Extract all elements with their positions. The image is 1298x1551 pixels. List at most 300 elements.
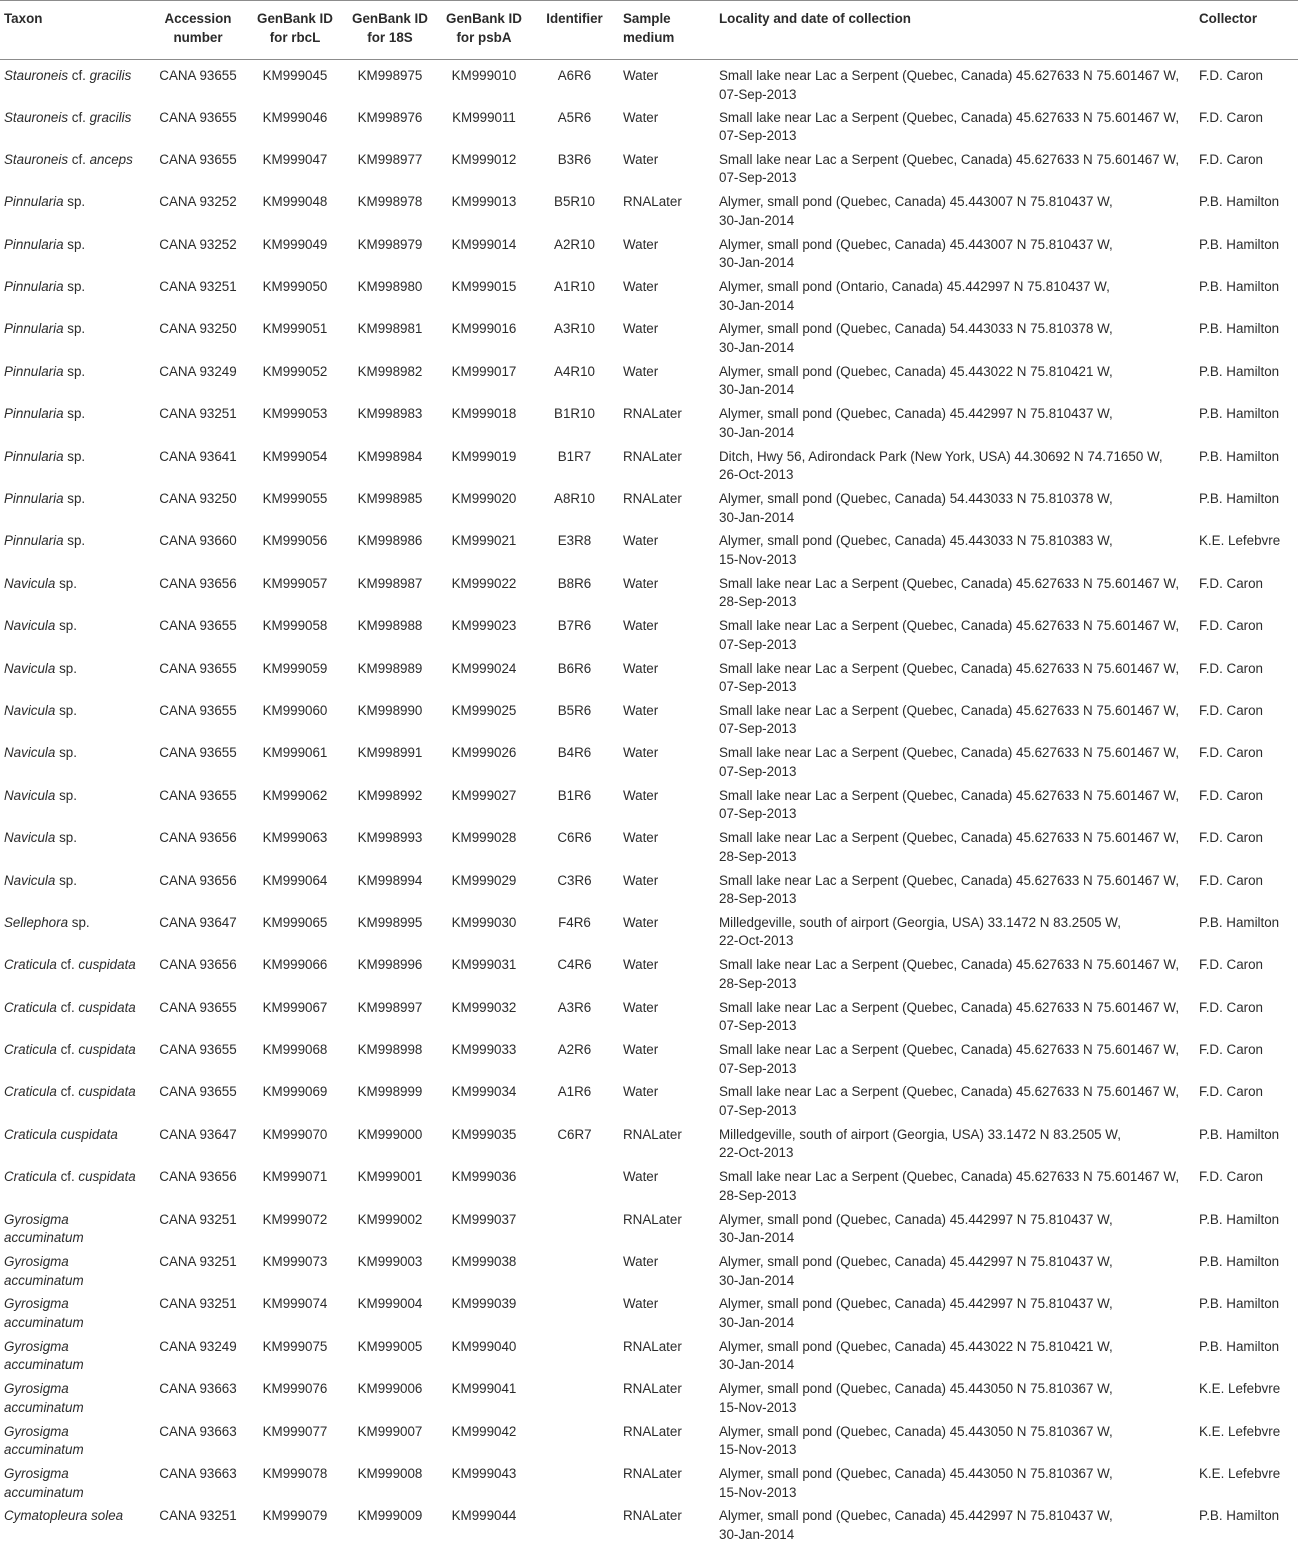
cell-taxon <box>0 827 148 869</box>
cell-collector: K.E. Lefebvre <box>1199 1381 1281 1397</box>
cell-collector: P.B. Hamilton <box>1199 448 1280 464</box>
cell-rbcl: KM999061 <box>262 745 328 761</box>
cell-psba: KM999038 <box>451 1254 517 1270</box>
cell-identifier: A8R10 <box>554 491 595 507</box>
cell-locality <box>715 954 1195 996</box>
cell-collector: F.D. Caron <box>1199 1042 1263 1058</box>
cell-identifier: A4R10 <box>554 363 595 379</box>
cell-rbcl: KM999053 <box>262 406 328 422</box>
cell-collector: F.D. Caron <box>1199 702 1263 718</box>
cell-taxon <box>0 658 148 700</box>
taxon-qualifier: sp. <box>55 702 77 718</box>
header-locality: Locality and date of collection <box>715 1 1195 60</box>
cell-psba: KM999024 <box>451 660 517 676</box>
cell-medium: Water <box>623 745 659 761</box>
taxon-genus: Gyrosigma accuminatum <box>4 1466 84 1500</box>
cell-medium: RNALater <box>623 1508 682 1524</box>
cell-accession: CANA 93655 <box>159 999 237 1015</box>
taxon-genus: Craticula <box>4 1042 57 1058</box>
cell-accession: CANA 93252 <box>159 194 237 210</box>
cell-rbcl: KM999049 <box>262 236 328 252</box>
cell-identifier: A1R10 <box>554 279 595 295</box>
cell-accession: CANA 93656 <box>159 575 237 591</box>
cell-rbcl: KM999067 <box>262 999 328 1015</box>
cell-locality <box>715 1378 1195 1420</box>
cell-collector: P.B. Hamilton <box>1199 1126 1280 1142</box>
cell-medium: Water <box>623 618 659 634</box>
cell-collector: P.B. Hamilton <box>1199 1508 1280 1524</box>
cell-medium: Water <box>623 1254 659 1270</box>
cell-18s: KM998995 <box>357 914 423 930</box>
taxon-genus: Craticula cuspidata <box>4 1126 118 1142</box>
taxon-species: gracilis <box>89 109 132 125</box>
cell-medium: Water <box>623 1296 659 1312</box>
cell-collector: K.E. Lefebvre <box>1199 533 1281 549</box>
cell-psba: KM999032 <box>451 999 517 1015</box>
locality-text: Milledgeville, south of airport (Georgia, USA) 33.1472 N 83.2505 W, <box>719 1126 1121 1142</box>
cell-identifier: B3R6 <box>557 151 592 167</box>
cell-identifier <box>530 1209 619 1251</box>
cell-accession: CANA 93251 <box>159 1296 237 1312</box>
cell-18s: KM999005 <box>357 1338 423 1354</box>
taxon-species: cuspidata <box>78 1042 136 1058</box>
cell-locality <box>715 658 1195 700</box>
cell-psba: KM999040 <box>451 1338 517 1354</box>
cell-locality <box>715 1209 1195 1251</box>
cell-taxon <box>0 1209 148 1251</box>
collection-date: 07-Sep-2013 <box>719 170 797 186</box>
cell-18s: KM998991 <box>357 745 423 761</box>
cell-collector: F.D. Caron <box>1199 1084 1263 1100</box>
cell-psba: KM999043 <box>451 1466 517 1481</box>
cell-collector: F.D. Caron <box>1199 68 1263 83</box>
taxon-qualifier: sp. <box>63 491 86 507</box>
cell-medium: RNALater <box>623 194 682 210</box>
cell-medium: Water <box>623 236 659 252</box>
cell-locality <box>715 700 1195 742</box>
table-row <box>0 615 1298 657</box>
cell-accession: CANA 93663 <box>159 1466 237 1481</box>
cell-psba: KM999034 <box>451 1084 517 1100</box>
taxon-qualifier: sp. <box>63 406 86 422</box>
collection-date: 30-Jan-2014 <box>719 1357 795 1373</box>
cell-psba: KM999023 <box>451 618 517 634</box>
cell-psba: KM999012 <box>451 151 517 167</box>
table-row <box>0 827 1298 869</box>
taxon-qualifier: cf. <box>68 109 90 125</box>
table-row <box>0 954 1298 996</box>
taxon-genus: Pinnularia <box>4 448 64 464</box>
locality-text: Small lake near Lac a Serpent (Quebec, Canada) 45.627633 N 75.601467 W, <box>719 957 1180 973</box>
collection-date: 07-Sep-2013 <box>719 763 797 779</box>
cell-locality <box>715 234 1195 276</box>
cell-locality <box>715 446 1195 488</box>
cell-collector: K.E. Lefebvre <box>1199 1466 1281 1481</box>
table-row <box>0 573 1298 615</box>
cell-identifier: C3R6 <box>557 872 592 888</box>
cell-collector: P.B. Hamilton <box>1199 194 1280 210</box>
cell-psba: KM999017 <box>451 363 517 379</box>
cell-18s: KM998981 <box>357 321 423 337</box>
cell-medium: Water <box>623 914 659 930</box>
cell-locality <box>715 530 1195 572</box>
collection-date: 30-Jan-2014 <box>719 297 795 313</box>
cell-taxon <box>0 1505 148 1547</box>
collection-date: 28-Sep-2013 <box>719 594 797 610</box>
locality-text: Small lake near Lac a Serpent (Quebec, Canada) 45.627633 N 75.601467 W, <box>719 109 1180 125</box>
cell-psba: KM999018 <box>451 406 517 422</box>
cell-identifier <box>530 1378 619 1420</box>
cell-identifier: C6R6 <box>557 830 592 846</box>
cell-collector: P.B. Hamilton <box>1199 914 1280 930</box>
cell-locality <box>715 1039 1195 1081</box>
cell-collector: P.B. Hamilton <box>1199 1296 1280 1312</box>
cell-psba: KM999016 <box>451 321 517 337</box>
cell-18s: KM998975 <box>357 68 423 83</box>
cell-identifier: E3R8 <box>557 533 592 549</box>
taxon-genus: Pinnularia <box>4 363 64 379</box>
taxon-qualifier: cf. <box>56 1084 79 1100</box>
taxon-qualifier: sp. <box>63 533 86 549</box>
cell-medium: Water <box>623 279 659 295</box>
cell-medium: Water <box>623 151 659 167</box>
cell-medium: Water <box>623 363 659 379</box>
locality-text: Alymer, small pond (Quebec, Canada) 45.442997 N 75.810437 W, <box>719 1508 1113 1524</box>
cell-accession: CANA 93647 <box>159 1126 237 1142</box>
taxon-qualifier: sp. <box>55 618 77 634</box>
cell-identifier: A2R6 <box>557 1042 592 1058</box>
cell-psba: KM999039 <box>451 1296 517 1312</box>
cell-taxon <box>0 149 148 191</box>
cell-18s: KM998978 <box>357 194 423 210</box>
locality-text: Small lake near Lac a Serpent (Quebec, Canada) 45.627633 N 75.601467 W, <box>719 575 1180 591</box>
cell-rbcl: KM999062 <box>262 787 328 803</box>
locality-text: Alymer, small pond (Quebec, Canada) 54.443033 N 75.810378 W, <box>719 491 1113 507</box>
collection-date: 28-Sep-2013 <box>719 891 797 907</box>
taxon-genus: Navicula <box>4 618 56 634</box>
cell-taxon <box>0 573 148 615</box>
cell-locality <box>715 488 1195 530</box>
cell-locality <box>715 60 1195 107</box>
cell-identifier: B1R7 <box>557 448 592 464</box>
locality-text: Alymer, small pond (Quebec, Canada) 45.443050 N 75.810367 W, <box>719 1423 1113 1439</box>
cell-18s: KM998998 <box>357 1042 423 1058</box>
cell-locality <box>715 1463 1195 1505</box>
taxon-qualifier: sp. <box>55 787 77 803</box>
cell-accession: CANA 93250 <box>159 491 237 507</box>
cell-taxon <box>0 488 148 530</box>
collection-date: 15-Nov-2013 <box>719 1484 797 1500</box>
locality-text: Small lake near Lac a Serpent (Quebec, Canada) 45.627633 N 75.601467 W, <box>719 68 1180 83</box>
locality-text: Small lake near Lac a Serpent (Quebec, Canada) 45.627633 N 75.601467 W, <box>719 787 1180 803</box>
collection-date: 07-Sep-2013 <box>719 721 797 737</box>
table-row <box>0 1081 1298 1123</box>
taxon-genus: Stauroneis <box>4 151 69 167</box>
taxon-genus: Navicula <box>4 830 56 846</box>
cell-collector: P.B. Hamilton <box>1199 1211 1280 1227</box>
taxon-species: gracilis <box>89 68 132 83</box>
cell-identifier <box>530 1166 619 1208</box>
cell-collector: F.D. Caron <box>1199 151 1263 167</box>
cell-collector: F.D. Caron <box>1199 1169 1263 1185</box>
cell-18s: KM998979 <box>357 236 423 252</box>
cell-locality <box>715 1124 1195 1166</box>
cell-identifier <box>530 1421 619 1463</box>
locality-text: Alymer, small pond (Quebec, Canada) 45.443007 N 75.810437 W, <box>719 194 1113 210</box>
cell-medium: RNALater <box>623 1211 682 1227</box>
cell-18s: KM998989 <box>357 660 423 676</box>
cell-locality <box>715 912 1195 954</box>
cell-identifier: F4R6 <box>558 914 591 930</box>
cell-collector: P.B. Hamilton <box>1199 1254 1280 1270</box>
cell-18s: KM998990 <box>357 702 423 718</box>
taxon-qualifier: sp. <box>63 363 86 379</box>
cell-locality <box>715 1421 1195 1463</box>
cell-collector: F.D. Caron <box>1199 745 1263 761</box>
table-row <box>0 785 1298 827</box>
cell-psba: KM999013 <box>451 194 517 210</box>
cell-medium: Water <box>623 999 659 1015</box>
table-row <box>0 658 1298 700</box>
cell-18s: KM999009 <box>357 1508 423 1524</box>
cell-18s: KM998997 <box>357 999 423 1015</box>
cell-rbcl: KM999052 <box>262 363 328 379</box>
taxon-genus: Navicula <box>4 575 56 591</box>
cell-locality <box>715 361 1195 403</box>
cell-accession: CANA 93249 <box>159 363 237 379</box>
cell-medium: Water <box>623 1084 659 1100</box>
header-identifier: Identifier <box>530 1 619 60</box>
cell-18s: KM999007 <box>357 1423 423 1439</box>
locality-text: Alymer, small pond (Quebec, Canada) 45.442997 N 75.810437 W, <box>719 406 1113 422</box>
cell-rbcl: KM999072 <box>262 1211 328 1227</box>
taxon-species: cuspidata <box>78 1169 136 1185</box>
cell-collector: F.D. Caron <box>1199 787 1263 803</box>
cell-identifier: A1R6 <box>557 1084 592 1100</box>
cell-taxon <box>0 403 148 445</box>
cell-18s: KM999001 <box>357 1169 423 1185</box>
cell-psba: KM999031 <box>451 957 517 973</box>
taxon-genus: Pinnularia <box>4 406 64 422</box>
taxon-genus: Craticula <box>4 957 57 973</box>
cell-taxon <box>0 276 148 318</box>
cell-psba: KM999044 <box>451 1508 517 1524</box>
collection-date: 15-Nov-2013 <box>719 1399 797 1415</box>
cell-accession: CANA 93641 <box>159 448 237 464</box>
taxon-genus: Stauroneis <box>4 68 69 83</box>
cell-accession: CANA 93251 <box>159 1254 237 1270</box>
cell-taxon <box>0 191 148 233</box>
cell-rbcl: KM999047 <box>262 151 328 167</box>
cell-accession: CANA 93251 <box>159 1508 237 1524</box>
table-row <box>0 1463 1298 1505</box>
cell-locality <box>715 403 1195 445</box>
cell-locality <box>715 827 1195 869</box>
taxon-species: cuspidata <box>78 957 136 973</box>
cell-medium: RNALater <box>623 1381 682 1397</box>
table-row <box>0 60 1298 107</box>
collection-date: 30-Jan-2014 <box>719 424 795 440</box>
cell-collector: F.D. Caron <box>1199 109 1263 125</box>
header-accession: Accession number <box>148 1 248 60</box>
taxon-genus: Cymatopleura solea <box>4 1508 124 1524</box>
taxon-genus: Gyrosigma accuminatum <box>4 1211 84 1246</box>
locality-text: Alymer, small pond (Quebec, Canada) 54.443033 N 75.810378 W, <box>719 321 1113 337</box>
cell-rbcl: KM999064 <box>262 872 328 888</box>
taxon-qualifier: sp. <box>55 830 77 846</box>
cell-taxon <box>0 742 148 784</box>
table-row <box>0 1039 1298 1081</box>
locality-text: Small lake near Lac a Serpent (Quebec, Canada) 45.627633 N 75.601467 W, <box>719 830 1180 846</box>
cell-18s: KM998988 <box>357 618 423 634</box>
cell-rbcl: KM999051 <box>262 321 328 337</box>
cell-18s: KM998992 <box>357 787 423 803</box>
taxon-genus: Pinnularia <box>4 236 64 252</box>
locality-text: Alymer, small pond (Quebec, Canada) 45.443050 N 75.810367 W, <box>719 1381 1113 1397</box>
collection-date: 07-Sep-2013 <box>719 1060 797 1076</box>
collection-date: 30-Jan-2014 <box>719 339 795 355</box>
cell-collector: P.B. Hamilton <box>1199 321 1280 337</box>
locality-text: Small lake near Lac a Serpent (Quebec, Canada) 45.627633 N 75.601467 W, <box>719 1042 1180 1058</box>
cell-identifier: B5R10 <box>554 194 595 210</box>
cell-accession: CANA 93655 <box>159 660 237 676</box>
taxon-qualifier: sp. <box>68 914 90 930</box>
taxon-genus: Gyrosigma accuminatum <box>4 1254 84 1288</box>
cell-psba: KM999022 <box>451 575 517 591</box>
cell-collector: F.D. Caron <box>1199 872 1263 888</box>
cell-identifier: B1R10 <box>554 406 595 422</box>
cell-psba: KM999025 <box>451 702 517 718</box>
cell-psba: KM999010 <box>451 68 517 83</box>
cell-taxon <box>0 615 148 657</box>
table-row <box>0 361 1298 403</box>
cell-rbcl: KM999060 <box>262 702 328 718</box>
cell-taxon <box>0 1378 148 1420</box>
taxon-genus: Craticula <box>4 999 57 1015</box>
table-row <box>0 1166 1298 1208</box>
cell-rbcl: KM999076 <box>262 1381 328 1397</box>
header-collector: Collector <box>1195 1 1298 60</box>
cell-locality <box>715 785 1195 827</box>
collection-date: 28-Sep-2013 <box>719 848 797 864</box>
table-row <box>0 1421 1298 1463</box>
cell-identifier <box>530 1505 619 1547</box>
cell-locality <box>715 1505 1195 1547</box>
cell-medium: Water <box>623 830 659 846</box>
cell-18s: KM998982 <box>357 363 423 379</box>
table-body <box>0 60 1298 1548</box>
cell-accession: CANA 93656 <box>159 830 237 846</box>
collection-date: 30-Jan-2014 <box>719 1314 795 1330</box>
cell-accession: CANA 93647 <box>159 914 237 930</box>
taxon-species: cuspidata <box>78 999 136 1015</box>
table-row <box>0 234 1298 276</box>
cell-psba: KM999041 <box>451 1381 517 1397</box>
taxon-qualifier: sp. <box>63 194 86 210</box>
cell-identifier: A3R10 <box>554 321 595 337</box>
locality-text: Ditch, Hwy 56, Adirondack Park (New York, USA) 44.30692 N 74.71650 W, <box>719 448 1163 464</box>
taxon-qualifier: sp. <box>55 575 77 591</box>
collection-date: 30-Jan-2014 <box>719 212 795 228</box>
cell-taxon <box>0 1336 148 1378</box>
collection-date: 28-Sep-2013 <box>719 1187 797 1203</box>
taxon-genus: Navicula <box>4 702 56 718</box>
locality-text: Small lake near Lac a Serpent (Quebec, Canada) 45.627633 N 75.601467 W, <box>719 702 1180 718</box>
cell-18s: KM998977 <box>357 151 423 167</box>
locality-text: Alymer, small pond (Quebec, Canada) 45.443007 N 75.810437 W, <box>719 236 1113 252</box>
table-row <box>0 530 1298 572</box>
cell-rbcl: KM999074 <box>262 1296 328 1312</box>
cell-medium: Water <box>623 575 659 591</box>
cell-18s: KM998980 <box>357 279 423 295</box>
collection-date: 07-Sep-2013 <box>719 86 797 102</box>
cell-18s: KM998984 <box>357 448 423 464</box>
cell-rbcl: KM999068 <box>262 1042 328 1058</box>
cell-psba: KM999033 <box>451 1042 517 1058</box>
locality-text: Alymer, small pond (Ontario, Canada) 45.442997 N 75.810437 W, <box>719 279 1110 295</box>
cell-taxon <box>0 1124 148 1166</box>
cell-accession: CANA 93251 <box>159 279 237 295</box>
cell-18s: KM998986 <box>357 533 423 549</box>
cell-taxon <box>0 870 148 912</box>
cell-accession: CANA 93250 <box>159 321 237 337</box>
cell-psba: KM999035 <box>451 1126 517 1142</box>
collection-date: 30-Jan-2014 <box>719 382 795 398</box>
cell-rbcl: KM999058 <box>262 618 328 634</box>
cell-18s: KM998983 <box>357 406 423 422</box>
cell-locality <box>715 1336 1195 1378</box>
locality-text: Small lake near Lac a Serpent (Quebec, Canada) 45.627633 N 75.601467 W, <box>719 745 1180 761</box>
collection-date: 30-Jan-2014 <box>719 509 795 525</box>
taxon-qualifier: sp. <box>63 448 86 464</box>
cell-taxon <box>0 1421 148 1463</box>
cell-accession: CANA 93655 <box>159 618 237 634</box>
cell-collector: F.D. Caron <box>1199 660 1263 676</box>
locality-text: Alymer, small pond (Quebec, Canada) 45.443022 N 75.810421 W, <box>719 1338 1113 1354</box>
cell-medium: RNALater <box>623 1423 682 1439</box>
collection-date: 22-Oct-2013 <box>719 933 794 949</box>
cell-accession: CANA 93656 <box>159 957 237 973</box>
collection-date: 07-Sep-2013 <box>719 679 797 695</box>
cell-18s: KM998999 <box>357 1084 423 1100</box>
locality-text: Alymer, small pond (Quebec, Canada) 45.443022 N 75.810421 W, <box>719 363 1113 379</box>
cell-rbcl: KM999071 <box>262 1169 328 1185</box>
cell-identifier: B5R6 <box>557 702 592 718</box>
taxon-qualifier: cf. <box>56 999 79 1015</box>
cell-rbcl: KM999057 <box>262 575 328 591</box>
collection-date: 15-Nov-2013 <box>719 551 797 567</box>
cell-rbcl: KM999045 <box>262 68 328 83</box>
taxon-qualifier: cf. <box>56 1042 79 1058</box>
cell-medium: RNALater <box>623 1126 682 1142</box>
cell-18s: KM998976 <box>357 109 423 125</box>
taxon-qualifier: sp. <box>63 236 86 252</box>
cell-rbcl: KM999069 <box>262 1084 328 1100</box>
locality-text: Small lake near Lac a Serpent (Quebec, Canada) 45.627633 N 75.601467 W, <box>719 618 1180 634</box>
cell-medium: Water <box>623 321 659 337</box>
cell-identifier: B6R6 <box>557 660 592 676</box>
table-row <box>0 1378 1298 1420</box>
taxon-genus: Gyrosigma accuminatum <box>4 1338 84 1373</box>
taxon-qualifier: sp. <box>63 321 86 337</box>
cell-accession: CANA 93251 <box>159 1211 237 1227</box>
table-row <box>0 1251 1298 1293</box>
cell-taxon <box>0 1081 148 1123</box>
cell-locality <box>715 870 1195 912</box>
table-row <box>0 1505 1298 1547</box>
taxon-genus: Navicula <box>4 872 56 888</box>
cell-accession: CANA 93660 <box>159 533 237 549</box>
